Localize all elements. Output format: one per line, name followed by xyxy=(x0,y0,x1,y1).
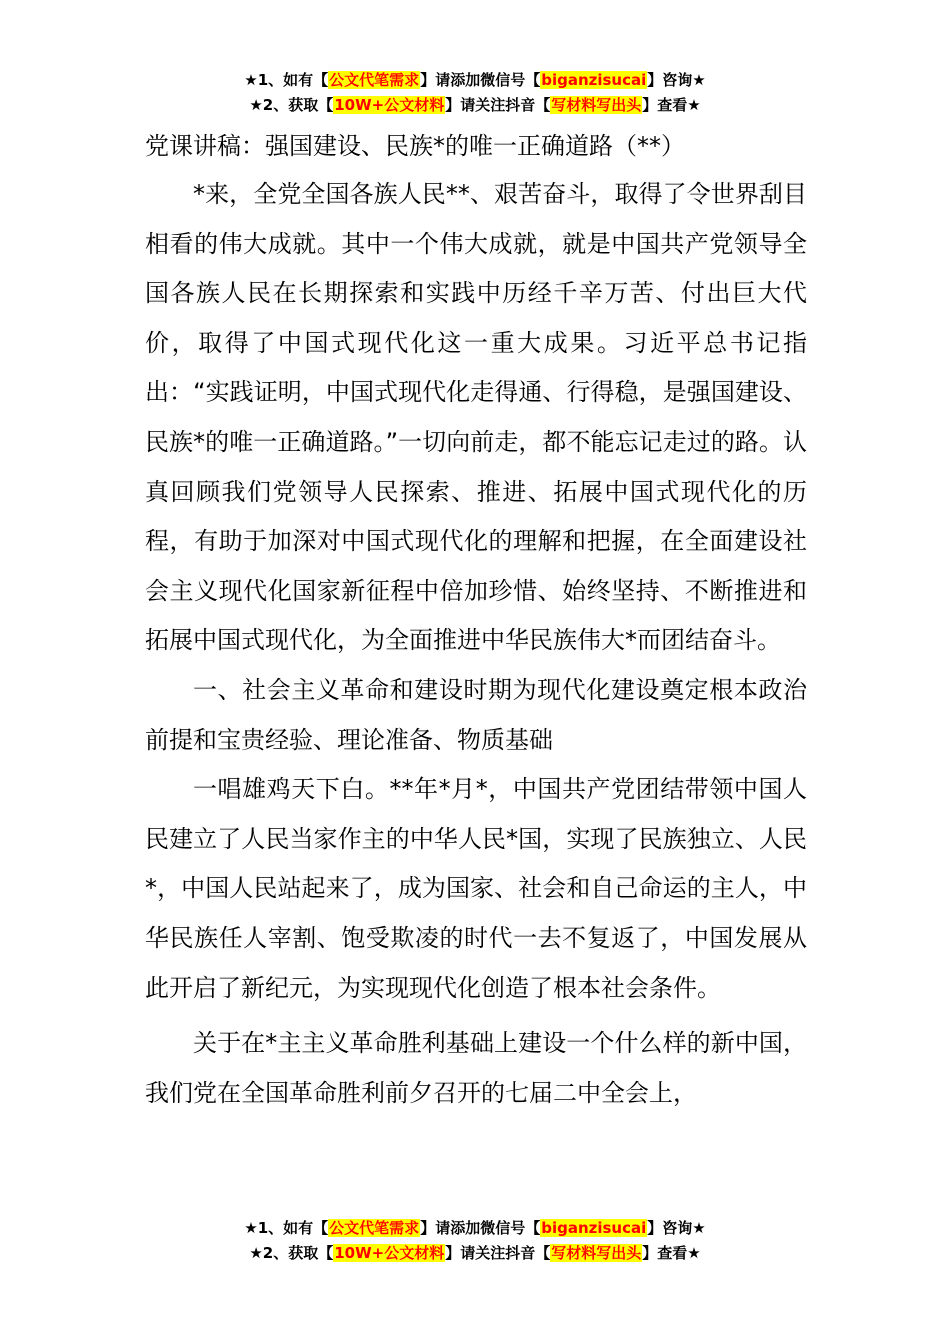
banner-text: 】请添加微信号【 xyxy=(420,1219,541,1237)
banner-highlight: biganzisucai xyxy=(541,1219,647,1237)
banner-highlight: 10W+公文材料 xyxy=(334,1244,445,1262)
banner-text: 】请添加微信号【 xyxy=(420,71,541,89)
paragraph: 关于在*主主义革命胜利基础上建设一个什么样的新中国，我们党在全国革命胜利前夕召开的七届二中全会上， xyxy=(145,1029,807,1107)
banner-highlight: 公文代笔需求 xyxy=(329,71,420,89)
banner-highlight: 公文代笔需求 xyxy=(329,1219,420,1237)
banner-text: 】查看★ xyxy=(642,1244,701,1262)
banner-highlight: 写材料写出头 xyxy=(551,1244,642,1262)
banner-line-1 xyxy=(0,68,950,93)
banner-text: ★1、如有【 xyxy=(244,1219,329,1237)
banner-line-1 xyxy=(0,1216,950,1241)
banner-text: 】请关注抖音【 xyxy=(445,1244,551,1262)
banner-line-2 xyxy=(0,93,950,118)
banner-highlight: 写材料写出头 xyxy=(551,96,642,114)
section-heading: 一、社会主义革命和建设时期为现代化建设奠定根本政治前提和宝贵经验、理论准备、物质基础 xyxy=(145,675,807,754)
banner-text: ★2、获取【 xyxy=(249,1244,334,1262)
banner-highlight: 10W+公文材料 xyxy=(334,96,445,114)
banner-text: 】咨询★ xyxy=(647,71,706,89)
document-body xyxy=(145,170,807,1118)
banner-text: 】查看★ xyxy=(642,96,701,114)
banner-text: ★2、获取【 xyxy=(249,96,334,114)
banner-text: 】请关注抖音【 xyxy=(445,96,551,114)
footer-banner xyxy=(0,1216,950,1266)
paragraph: *来，全党全国各族人民**、艰苦奋斗，取得了令世界刮目相看的伟大成就。其中一个伟大成就，就是中国共产党领导全国各族人民在长期探索和实践中历经千辛万苦、付出巨大代价，取得了中国式现代化这一重大成果。习近平总书记指出：“实践证明，中国式现代化走得通、行得稳，是强国建设、民族*的唯一正确道路。”一切向前走，都不能忘记走过的路。认真回顾我们党领导人民探索、推进、拓展中国式现代化的历程，有助于加深对中国式现代化的理解和把握，在全面建设社会主义现代化国家新征程中倍加珍惜、始终坚持、不断推进和拓展中国式现代化，为全面推进中华民族伟大*而团结奋斗。 xyxy=(145,180,807,655)
banner-line-2 xyxy=(0,1241,950,1266)
document-title: 党课讲稿：强国建设、民族*的唯一正确道路（**） xyxy=(145,132,685,160)
banner-highlight: biganzisucai xyxy=(541,71,647,89)
paragraph: 一唱雄鸡天下白。**年*月*，中国共产党团结带领中国人民建立了人民当家作主的中华人民*国，实现了民族独立、人民*，中国人民站起来了，成为国家、社会和自己命运的主人，中华民族任人宰割、饱受欺凌的时代一去不复返了，中国发展从此开启了新纪元，为实现现代化创造了根本社会条件。 xyxy=(145,775,807,1002)
banner-text: ★1、如有【 xyxy=(244,71,329,89)
header-banner xyxy=(0,68,950,118)
banner-text: 】咨询★ xyxy=(647,1219,706,1237)
